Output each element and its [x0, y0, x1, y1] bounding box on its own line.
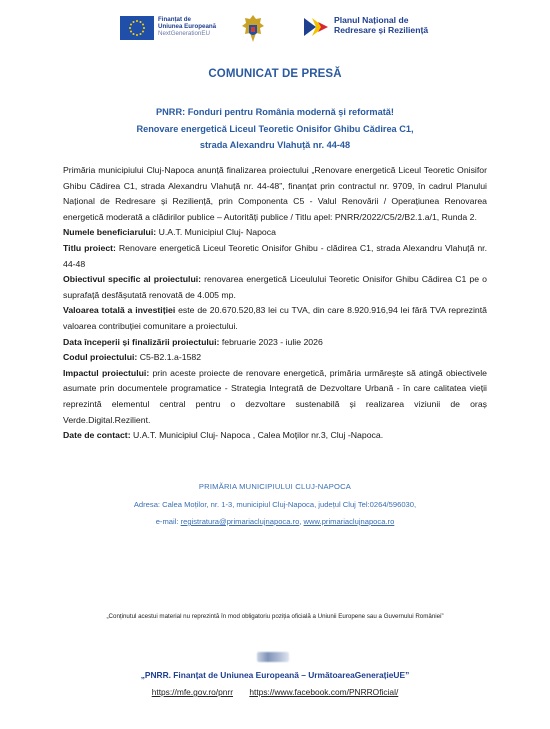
objective-label: Obiectivul specific al proiectului:: [63, 274, 202, 285]
contact-label: Date de contact:: [63, 430, 131, 441]
eu-logo-line1: Finanțat de: [158, 16, 192, 23]
eu-logo: [120, 16, 216, 40]
footer-links: [0, 687, 550, 697]
subtitle-line2: Renovare energetică Liceul Teoretic Onisifor Ghibu Cădirea C1,: [136, 123, 414, 134]
romania-coat-of-arms-icon: [241, 14, 265, 44]
eu-logo-text: [158, 16, 216, 37]
impact-value: prin aceste proiecte de renovare energetică, primăria urmărește să atingă obiectivele asumate prin documentele programatice - Strategia Integrată de Dezvoltare Urbană - în care calitatea vieții reprezintă elementul central pentru o dezvoltare sustenabilă și realizarea viziunii de oraș Verde.Digital.Rezilient.: [63, 367, 487, 425]
eu-logo-line2: Uniunea Europeană: [158, 23, 217, 30]
footer-title: „PNRR. Finanțat de Uniunea Europeană – UrmătoareaGenerațieUE”: [140, 670, 410, 680]
beneficiary-row: [63, 225, 487, 241]
press-release-body: [63, 163, 487, 444]
email-prefix: e-mail:: [155, 517, 181, 526]
facebook-link[interactable]: https://www.facebook.com/PNRROficial/: [249, 687, 399, 697]
contact-org: PRIMĂRIA MUNICIPIULUI CLUJ-NAPOCA: [198, 482, 352, 491]
project-title-value: Renovare energetică Liceul Teoretic Onisifor Ghibu - clădirea C1, strada Alexandru Vlahuță nr. 44-48: [63, 242, 488, 269]
pnrr-logo-text: [334, 16, 428, 35]
objective-value: renovarea energetică Liceulului Teoretic Onisifor Ghibu Cădirea C1 pe o suprafață desfășutată renovată de 4.005 mp.: [63, 274, 487, 300]
impact-row: [63, 366, 487, 428]
mfe-link[interactable]: https://mfe.gov.ro/pnrr: [151, 687, 234, 697]
eu-flag-icon: [120, 16, 154, 40]
pnrr-logo-line2: Redresare și Reziliență: [334, 24, 429, 35]
code-row: [63, 350, 487, 366]
objective-row: [63, 272, 487, 303]
beneficiary-label: Numele beneficiarului:: [63, 227, 157, 238]
subtitle-line1: PNRR: Fonduri pentru România modernă și reformată!: [156, 107, 394, 117]
disclaimer: „Conținutul acestui material nu reprezintă în mod obligatoriu poziția oficială a Uniunii Europene sau a Guvernului României”: [106, 613, 444, 620]
email-link[interactable]: registratura@primariaclujnapoca.ro: [180, 517, 300, 526]
contact-row: [63, 428, 487, 444]
subtitle-line3: strada Alexandru Vlahuță nr. 44-48: [199, 140, 351, 150]
header-logos: [0, 14, 550, 48]
dates-value: februarie 2023 - iulie 2026: [219, 336, 323, 347]
contact-block: [0, 478, 550, 531]
contact-value: U.A.T. Municipiul Cluj- Napoca , Calea Moților nr.3, Cluj -Napoca.: [130, 430, 384, 441]
pnrr-logo-line1: Planul Național de: [334, 15, 409, 25]
links-separator: ,: [299, 517, 304, 526]
value-row: [63, 303, 487, 334]
pnrr-logo: [302, 16, 428, 38]
dates-row: [63, 335, 487, 351]
project-title-row: [63, 241, 487, 272]
contact-address: Adresa: Calea Moților, nr. 1-3, municipiul Cluj-Napoca, județul Cluj Tel:0264/596030,: [133, 499, 417, 509]
code-value: C5-B2.1.a-1582: [137, 352, 202, 363]
footer-logo-icon: [257, 652, 289, 662]
eu-logo-line3: NextGenerationEU: [158, 30, 210, 37]
pnrr-arrow-icon: [302, 16, 330, 38]
value-label: Valoarea totală a investiției: [63, 305, 176, 316]
beneficiary-value: U.A.T. Municipiul Cluj- Napoca: [156, 227, 276, 238]
project-title-label: Titlu proiect:: [63, 242, 116, 253]
intro-paragraph: Primăria municipiului Cluj-Napoca anunță finalizarea proiectului „Renovare energetică Liceul Teoretic Onisifor Ghibu Cădirea C1, strada Alexandru Vlahuță nr. 44-48”, finanțat prin contractul nr. 9709, în cadrul Planului Național de Redresare și Reziliență, prin Componenta C5 - Valul Renovării / Operațiunea Renovarea energetică moderată a clădirilor publice – Autorități publice / Titlu apel: PNRR/2022/C5/2/B2.1.a/1, Runda 2.: [63, 165, 487, 222]
code-label: Codul proiectului:: [63, 352, 138, 363]
value-value: este de 20.670.520,83 lei cu TVA, din care 8.920.916,94 lei fără TVA reprezintă valoarea contribuției comunitare a proiectului.: [63, 305, 487, 331]
page-subtitle: [0, 104, 550, 154]
dates-label: Data începerii și finalizării proiectului:: [63, 336, 220, 347]
contact-links: [0, 513, 550, 531]
impact-label: Impactul proiectului:: [63, 367, 150, 378]
page-title: COMUNICAT DE PRESĂ: [208, 68, 342, 80]
website-link[interactable]: www.primariaclujnapoca.ro: [303, 517, 395, 526]
